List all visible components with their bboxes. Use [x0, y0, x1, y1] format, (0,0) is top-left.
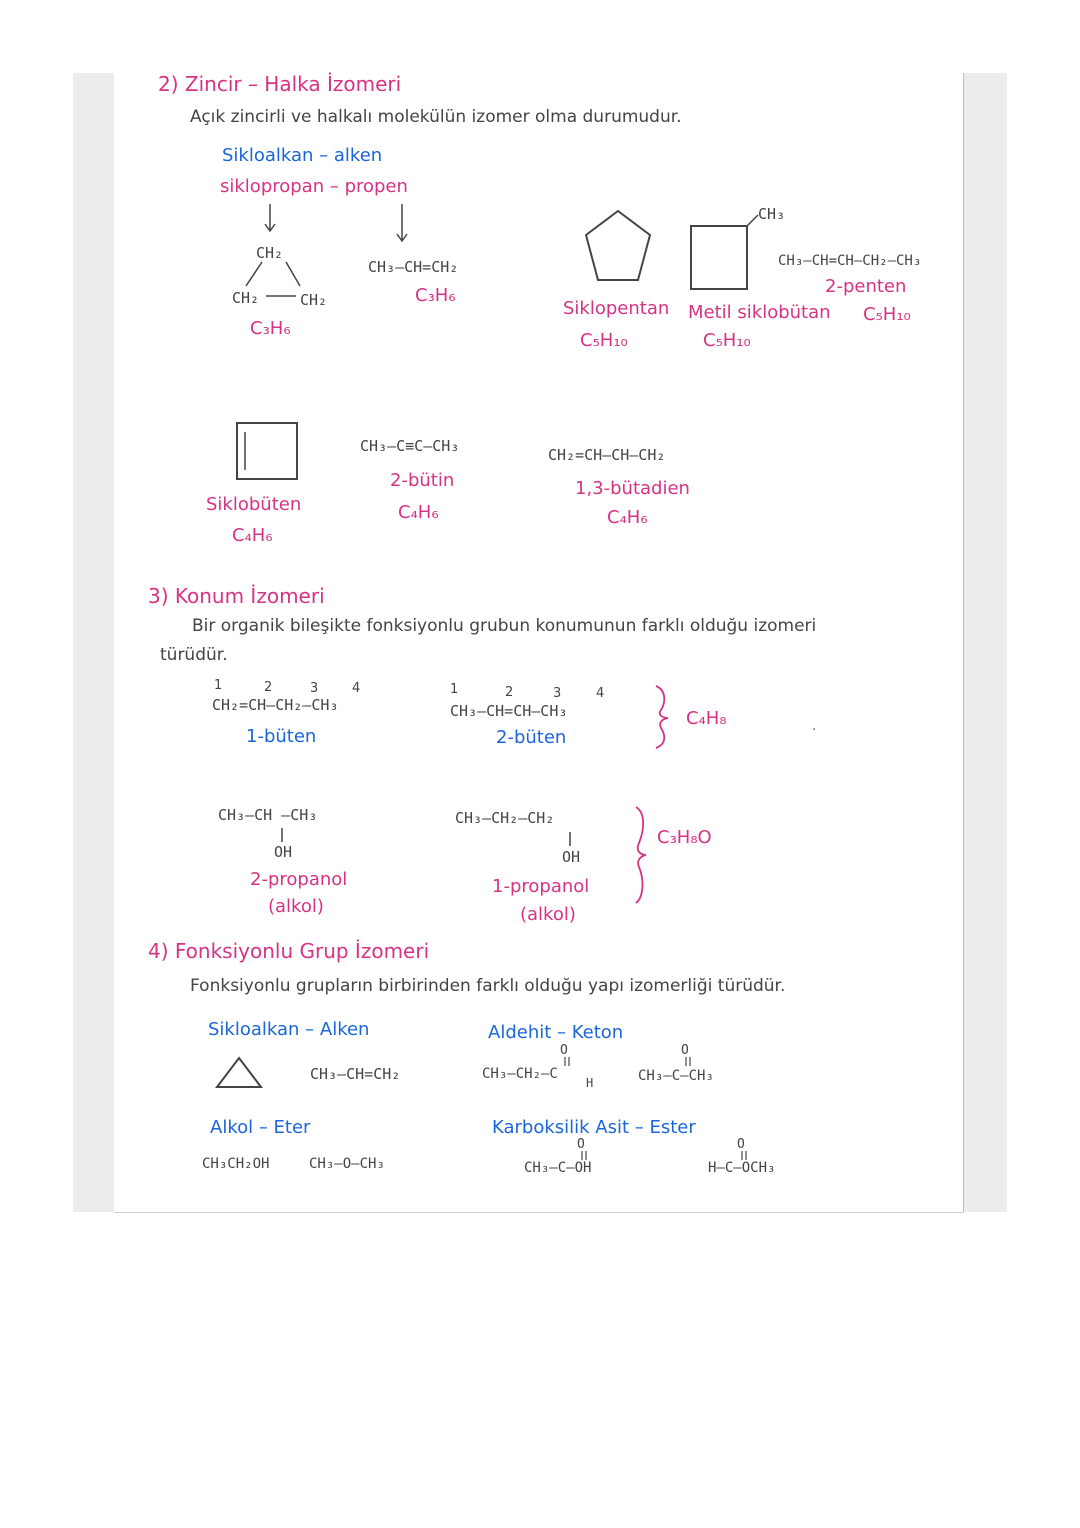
carbon-number: 3	[553, 686, 562, 701]
down-arrow-icon	[265, 204, 275, 231]
carbon-number: 1	[214, 678, 223, 693]
aldehyde-oxygen: O	[560, 1043, 568, 1058]
acetic-acid-structure: CH₃–C–OH	[524, 1160, 592, 1176]
propanol-2-name: 2-propanol	[250, 869, 348, 890]
propanol-2-structure: CH₃–CH –CH₃	[218, 806, 318, 824]
butene-1-structure: CH₂=CH–CH₂–CH₃	[212, 696, 339, 714]
ketone-oxygen: O	[681, 1043, 689, 1058]
propene-alkene: CH₃–CH=CH₂	[310, 1065, 401, 1083]
carbon-number: 2	[505, 685, 514, 700]
stray-dot: ·	[812, 722, 817, 738]
sikloalkan-alken-pair-label: Sikloalkan – Alken	[208, 1019, 370, 1040]
down-arrow-icon	[397, 204, 407, 241]
curly-brace-icon	[630, 805, 652, 905]
cyclopropane-top-ch2: CH₂	[256, 244, 284, 262]
methylcyclobutane-formula: C₅H₁₀	[703, 330, 751, 351]
cyclobutene-name: Siklobüten	[206, 494, 302, 515]
aldehyde-h: H	[586, 1076, 594, 1090]
section-3-description-line-2: türüdür.	[160, 645, 228, 665]
carbon-number: 3	[310, 681, 319, 696]
pentene-formula: C₅H₁₀	[863, 304, 911, 325]
propanol-1-name: 1-propanol	[492, 876, 590, 897]
alkol-eter-label: Alkol – Eter	[210, 1117, 311, 1138]
cyclopropane-right-ch2: CH₂	[300, 291, 328, 309]
butene-1-name: 1-büten	[246, 726, 317, 747]
butadiene-structure: CH₂=CH–CH–CH₂	[548, 446, 666, 464]
ketone-structure: CH₃–C–CH₃	[638, 1068, 714, 1084]
butyne-formula: C₄H₆	[398, 502, 439, 523]
butadiene-formula: C₄H₆	[607, 507, 648, 528]
dimethyl-ether-structure: CH₃–O–CH₃	[309, 1156, 385, 1172]
section-2-description: Açık zincirli ve halkalı molekülün izomer olma durumudur.	[190, 107, 682, 127]
acid-oxygen: O	[577, 1137, 585, 1152]
cyclopentane-name: Siklopentan	[563, 298, 670, 319]
butene-2-name: 2-büten	[496, 727, 567, 748]
aldehit-keton-label: Aldehit – Keton	[488, 1022, 624, 1043]
arrows	[260, 202, 420, 252]
propanol-2-class: (alkol)	[268, 896, 324, 917]
double-bond	[683, 1056, 695, 1068]
butadiene-name: 1,3-bütadien	[575, 478, 690, 499]
section-2-title: 2) Zincir – Halka İzomeri	[158, 72, 402, 96]
butyne-name: 2-bütin	[390, 470, 455, 491]
cyclopropane-triangle-icon	[215, 1055, 265, 1091]
propene-formula: C₃H₆	[415, 285, 456, 306]
section-4-description: Fonksiyonlu grupların birbirinden farklı olduğu yapı izomerliği türüdür.	[190, 976, 786, 996]
cyclopropane-left-ch2: CH₂	[232, 289, 260, 307]
carbon-number: 1	[450, 682, 459, 697]
butene-2-structure: CH₃–CH=CH–CH₃	[450, 702, 568, 720]
ester-oxygen: O	[737, 1137, 745, 1152]
pentene-structure: CH₃–CH=CH–CH₂–CH₃	[778, 253, 922, 269]
double-bond	[562, 1056, 574, 1068]
propanol-formula: C₃H₈O	[657, 827, 712, 848]
methylcyclobutane-icon	[688, 202, 768, 294]
methyl-substituent: CH₃	[758, 205, 786, 223]
methylcyclobutane-name: Metil siklobütan	[688, 302, 831, 323]
pentene-name: 2-penten	[825, 276, 907, 297]
carbon-number: 4	[596, 686, 605, 701]
butyne-structure: CH₃–C≡C–CH₃	[360, 437, 460, 455]
propanol-2-oh: OH	[274, 843, 293, 861]
siklopropan-propen-label: siklopropan – propen	[220, 176, 408, 197]
carbon-number: 4	[352, 681, 361, 696]
propanol-1-class: (alkol)	[520, 904, 576, 925]
aldehyde-structure: CH₃–CH₂–C	[482, 1066, 558, 1082]
propanol-1-oh: OH	[562, 848, 581, 866]
section-4-title: 4) Fonksiyonlu Grup İzomeri	[148, 939, 430, 963]
oh-bond	[278, 826, 288, 844]
karboksilik-asit-ester-label: Karboksilik Asit – Ester	[492, 1117, 696, 1138]
butene-formula: C₄H₈	[686, 708, 727, 729]
methyl-formate-structure: H–C–OCH₃	[708, 1160, 776, 1176]
cyclobutene-formula: C₄H₆	[232, 525, 273, 546]
carbon-number: 2	[264, 680, 273, 695]
cyclobutene-icon	[234, 420, 304, 482]
sikloalkan-alken-label: Sikloalkan – alken	[222, 145, 383, 166]
propene-structure: CH₃–CH=CH₂	[368, 258, 459, 276]
ethanol-structure: CH₃CH₂OH	[202, 1156, 270, 1172]
section-3-title: 3) Konum İzomeri	[148, 584, 325, 608]
oh-bond	[566, 830, 576, 848]
propanol-1-structure: CH₃–CH₂–CH₂	[455, 809, 555, 827]
curly-brace-icon	[652, 684, 674, 750]
cyclopropane-formula: C₃H₆	[250, 318, 291, 339]
cyclopentane-icon	[582, 208, 654, 288]
section-3-description-line-1: Bir organik bileşikte fonksiyonlu grubun konumunun farklı olduğu izomeri	[192, 616, 817, 636]
cyclopentane-formula: C₅H₁₀	[580, 330, 628, 351]
